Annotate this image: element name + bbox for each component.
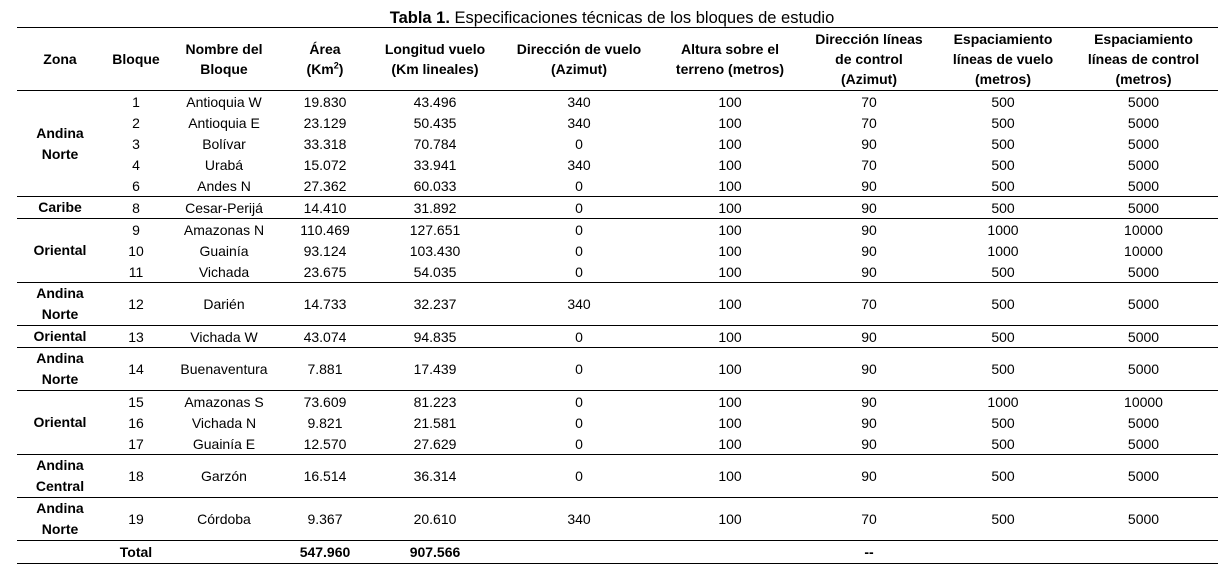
- cell-esp-vuelo: 500: [937, 197, 1069, 219]
- cell-bloque: 2: [132, 114, 140, 131]
- cell-esp-vuelo: 500: [937, 498, 1069, 541]
- zone-cell: Andina Norte: [17, 498, 103, 541]
- cell-dir-control: 90: [801, 455, 937, 498]
- cell-direccion: 0: [499, 348, 659, 391]
- cell-direccion: 0: [575, 177, 583, 194]
- total-area: 547.960: [279, 541, 371, 564]
- cell-direccion: 0: [575, 135, 583, 152]
- header-longitud: Longitud vuelo (Km lineales): [371, 28, 499, 91]
- cell-direccion: 0: [499, 391, 659, 413]
- cell-area: 110.469: [279, 219, 371, 241]
- cell-altura: 100: [659, 498, 801, 541]
- zone-cell: Caribe: [17, 197, 103, 219]
- cell-altura: 100: [659, 455, 801, 498]
- cell-dir-control: 90: [801, 391, 937, 413]
- total-empty-esp-control: [1069, 541, 1218, 564]
- total-dir-control: --: [801, 541, 937, 564]
- cell-dir-control: 90: [801, 348, 937, 391]
- cell-esp-control: 5000: [1127, 156, 1160, 173]
- cell-dir-control: 90: [861, 435, 877, 452]
- cell-altura: 100: [718, 135, 742, 152]
- cell-altura: 100: [718, 114, 742, 131]
- cell-esp-control: 5000: [1127, 93, 1160, 110]
- cell-esp-control: 5000: [1069, 348, 1218, 391]
- cell-nombre: Vichada W: [169, 326, 279, 348]
- cell-area: 14.733: [279, 283, 371, 326]
- cell-nombre: Córdoba: [169, 498, 279, 541]
- cell-longitud: 54.035: [413, 263, 457, 280]
- cell-esp-control: 10000: [1124, 242, 1163, 259]
- table-row: [17, 391, 1218, 413]
- cell-nombre: Cesar-Perijá: [169, 197, 279, 219]
- cell-esp-control: 5000: [1127, 135, 1160, 152]
- cell-direccion: 0: [499, 197, 659, 219]
- cell-nombre: Vichada N: [191, 414, 257, 431]
- total-empty-altura: [659, 541, 801, 564]
- cell-esp-vuelo: 1000: [987, 242, 1019, 259]
- cell-esp-control: 5000: [1127, 177, 1160, 194]
- caption-label: Tabla 1.: [389, 9, 450, 27]
- zone-cell: Oriental: [17, 326, 103, 348]
- header-nombre: Nombre del Bloque: [169, 28, 279, 91]
- cell-direccion: 0: [575, 435, 583, 452]
- cell-esp-vuelo: 1000: [937, 219, 1069, 241]
- table-row: [17, 240, 1218, 261]
- cell-longitud: 60.033: [413, 177, 457, 194]
- cell-dir-control: 70: [861, 156, 877, 173]
- cell-bloque: 14: [103, 348, 169, 391]
- cell-altura: 100: [718, 156, 742, 173]
- cell-nombre: Guainía E: [192, 435, 256, 452]
- cell-bloque: 12: [103, 283, 169, 326]
- cell-esp-control: 5000: [1069, 455, 1218, 498]
- cell-nombre: Vichada: [198, 263, 250, 280]
- cell-esp-control: 5000: [1127, 414, 1160, 431]
- cell-longitud: 17.439: [371, 348, 499, 391]
- cell-longitud: 33.941: [413, 156, 457, 173]
- cell-esp-control: 10000: [1069, 219, 1218, 241]
- cell-bloque: 11: [128, 263, 144, 280]
- cell-esp-vuelo: 500: [991, 114, 1015, 131]
- header-zona: Zona: [17, 28, 103, 91]
- table-caption: [0, 0, 1224, 27]
- cell-nombre: Amazonas S: [169, 391, 279, 413]
- cell-esp-control: 10000: [1069, 391, 1218, 413]
- total-label: Total: [103, 541, 169, 564]
- zone-cell: Oriental: [17, 219, 103, 283]
- cell-direccion: 0: [575, 242, 583, 259]
- cell-area: 93.124: [303, 242, 347, 259]
- cell-direccion: 0: [499, 455, 659, 498]
- total-longitud: 907.566: [371, 541, 499, 564]
- cell-longitud: 27.629: [413, 435, 457, 452]
- cell-area: 73.609: [279, 391, 371, 413]
- cell-longitud: 103.430: [409, 242, 461, 259]
- cell-dir-control: 90: [861, 177, 877, 194]
- cell-longitud: 70.784: [413, 135, 457, 152]
- total-empty-direccion: [499, 541, 659, 564]
- cell-esp-control: 5000: [1127, 263, 1160, 280]
- cell-esp-vuelo: 500: [937, 283, 1069, 326]
- cell-esp-vuelo: 1000: [937, 391, 1069, 413]
- cell-longitud: 43.496: [413, 93, 457, 110]
- cell-esp-vuelo: 500: [991, 135, 1015, 152]
- caption-text: Especificaciones técnicas de los bloques de estudio: [454, 9, 835, 27]
- cell-area: 7.881: [279, 348, 371, 391]
- cell-longitud: 31.892: [371, 197, 499, 219]
- total-empty-nombre: [169, 541, 279, 564]
- cell-area: 14.410: [279, 197, 371, 219]
- cell-bloque: 6: [132, 177, 140, 194]
- cell-area: 16.514: [279, 455, 371, 498]
- cell-longitud: 94.835: [371, 326, 499, 348]
- cell-altura: 100: [659, 283, 801, 326]
- cell-bloque: 18: [103, 455, 169, 498]
- cell-longitud: 32.237: [371, 283, 499, 326]
- total-empty-esp-vuelo: [937, 541, 1069, 564]
- cell-altura: 100: [718, 435, 742, 452]
- table-row: [17, 154, 1218, 175]
- table-row: [17, 455, 1218, 498]
- cell-esp-control: 5000: [1127, 114, 1160, 131]
- cell-longitud: 36.314: [371, 455, 499, 498]
- cell-esp-vuelo: 500: [991, 263, 1015, 280]
- header-direccion: Dirección de vuelo (Azimut): [499, 28, 659, 91]
- cell-esp-vuelo: 500: [991, 414, 1015, 431]
- cell-bloque: 9: [103, 219, 169, 241]
- cell-esp-vuelo: 500: [991, 93, 1015, 110]
- cell-dir-control: 70: [861, 93, 877, 110]
- table-row: [17, 433, 1218, 455]
- table-body: [17, 91, 1218, 541]
- cell-altura: 100: [659, 348, 801, 391]
- zone-cell: Andina Norte: [36, 124, 84, 162]
- cell-dir-control: 90: [861, 263, 877, 280]
- header-espaciamiento-vuelo: Espaciamiento líneas de vuelo (metros): [937, 28, 1069, 91]
- header-area: Área (Km$^2$): [279, 28, 371, 91]
- cell-bloque: 10: [128, 242, 144, 259]
- cell-nombre: Bolívar: [202, 135, 246, 152]
- cell-bloque: 4: [132, 156, 140, 173]
- table-row: [17, 261, 1218, 283]
- header-direccion-control: Dirección líneas de control (Azimut): [801, 28, 937, 91]
- cell-longitud: 127.651: [371, 219, 499, 241]
- cell-area: 15.072: [303, 156, 347, 173]
- cell-altura: 100: [659, 391, 801, 413]
- total-empty-zona: [17, 541, 103, 564]
- cell-esp-vuelo: 500: [991, 156, 1015, 173]
- cell-direccion: 0: [575, 263, 583, 280]
- header-bloque: Bloque: [103, 28, 169, 91]
- cell-dir-control: 90: [801, 197, 937, 219]
- cell-nombre: Garzón: [169, 455, 279, 498]
- specs-table: [17, 27, 1218, 564]
- header-espaciamiento-control: Espaciamiento líneas de control (metros): [1069, 28, 1218, 91]
- table-row: [17, 219, 1218, 241]
- cell-esp-control: 5000: [1069, 197, 1218, 219]
- table-row: [17, 326, 1218, 348]
- cell-dir-control: 90: [861, 135, 877, 152]
- zone-cell: Andina Norte: [17, 283, 103, 326]
- cell-nombre: Darién: [169, 283, 279, 326]
- cell-bloque: 15: [103, 391, 169, 413]
- cell-longitud: 50.435: [413, 114, 457, 131]
- cell-esp-vuelo: 500: [937, 455, 1069, 498]
- cell-bloque: 3: [132, 135, 140, 152]
- cell-area: 9.821: [307, 414, 343, 431]
- cell-dir-control: 70: [861, 114, 877, 131]
- cell-nombre: Urabá: [204, 156, 244, 173]
- cell-area: 43.074: [279, 326, 371, 348]
- cell-altura: 100: [718, 242, 742, 259]
- cell-dir-control: 90: [861, 242, 877, 259]
- cell-nombre: Buenaventura: [169, 348, 279, 391]
- cell-bloque: 8: [103, 197, 169, 219]
- cell-nombre: Andes N: [197, 177, 251, 194]
- table-row: [17, 175, 1218, 197]
- cell-esp-vuelo: 500: [991, 435, 1015, 452]
- table-row: [17, 412, 1218, 433]
- cell-area: 19.830: [303, 93, 347, 110]
- table-row: [17, 112, 1218, 133]
- cell-altura: 100: [659, 197, 801, 219]
- cell-direccion: 340: [567, 93, 591, 110]
- cell-altura: 100: [659, 219, 801, 241]
- cell-esp-vuelo: 500: [937, 348, 1069, 391]
- cell-bloque: 19: [103, 498, 169, 541]
- cell-esp-control: 5000: [1069, 283, 1218, 326]
- cell-area: 23.129: [303, 114, 347, 131]
- cell-direccion: 340: [567, 156, 591, 173]
- header-row: [17, 28, 1218, 91]
- cell-area: 27.362: [303, 177, 347, 194]
- cell-altura: 100: [718, 414, 742, 431]
- cell-dir-control: 70: [801, 283, 937, 326]
- cell-bloque: 16: [128, 414, 144, 431]
- cell-altura: 100: [718, 177, 742, 194]
- cell-direccion: 340: [567, 114, 591, 131]
- cell-direccion: 340: [499, 498, 659, 541]
- zone-cell: Oriental: [17, 391, 103, 455]
- cell-altura: 100: [718, 93, 742, 110]
- cell-bloque: 1: [132, 93, 140, 110]
- cell-dir-control: 70: [801, 498, 937, 541]
- cell-nombre: Antioquia E: [188, 114, 260, 131]
- zone-cell: Andina Norte: [17, 348, 103, 391]
- cell-area: 9.367: [279, 498, 371, 541]
- table-row: [17, 283, 1218, 326]
- cell-esp-control: 5000: [1069, 498, 1218, 541]
- cell-direccion: 340: [499, 283, 659, 326]
- header-altura: Altura sobre el terreno (metros): [659, 28, 801, 91]
- cell-longitud: 81.223: [371, 391, 499, 413]
- cell-longitud: 20.610: [371, 498, 499, 541]
- zone-cell: Andina Central: [17, 455, 103, 498]
- cell-altura: 100: [718, 263, 742, 280]
- cell-nombre: Amazonas N: [169, 219, 279, 241]
- cell-area: 33.318: [303, 135, 347, 152]
- cell-dir-control: 90: [861, 414, 877, 431]
- table-row: [17, 133, 1218, 154]
- cell-nombre: Guainía: [199, 242, 249, 259]
- cell-area: 23.675: [303, 263, 347, 280]
- table-row: [17, 91, 1218, 113]
- cell-bloque: 17: [128, 435, 144, 452]
- cell-direccion: 0: [499, 326, 659, 348]
- cell-direccion: 0: [499, 219, 659, 241]
- cell-altura: 100: [659, 326, 801, 348]
- table-row: [17, 498, 1218, 541]
- cell-longitud: 21.581: [413, 414, 457, 431]
- table-row: [17, 197, 1218, 219]
- cell-dir-control: 90: [801, 326, 937, 348]
- cell-esp-control: 5000: [1127, 435, 1160, 452]
- cell-esp-vuelo: 500: [937, 326, 1069, 348]
- cell-esp-control: 5000: [1069, 326, 1218, 348]
- cell-esp-vuelo: 500: [991, 177, 1015, 194]
- cell-bloque: 13: [103, 326, 169, 348]
- total-row: [17, 541, 1218, 564]
- table-row: [17, 348, 1218, 391]
- cell-nombre: Antioquia W: [186, 93, 262, 110]
- cell-area: 12.570: [303, 435, 347, 452]
- cell-dir-control: 90: [801, 219, 937, 241]
- cell-direccion: 0: [575, 414, 583, 431]
